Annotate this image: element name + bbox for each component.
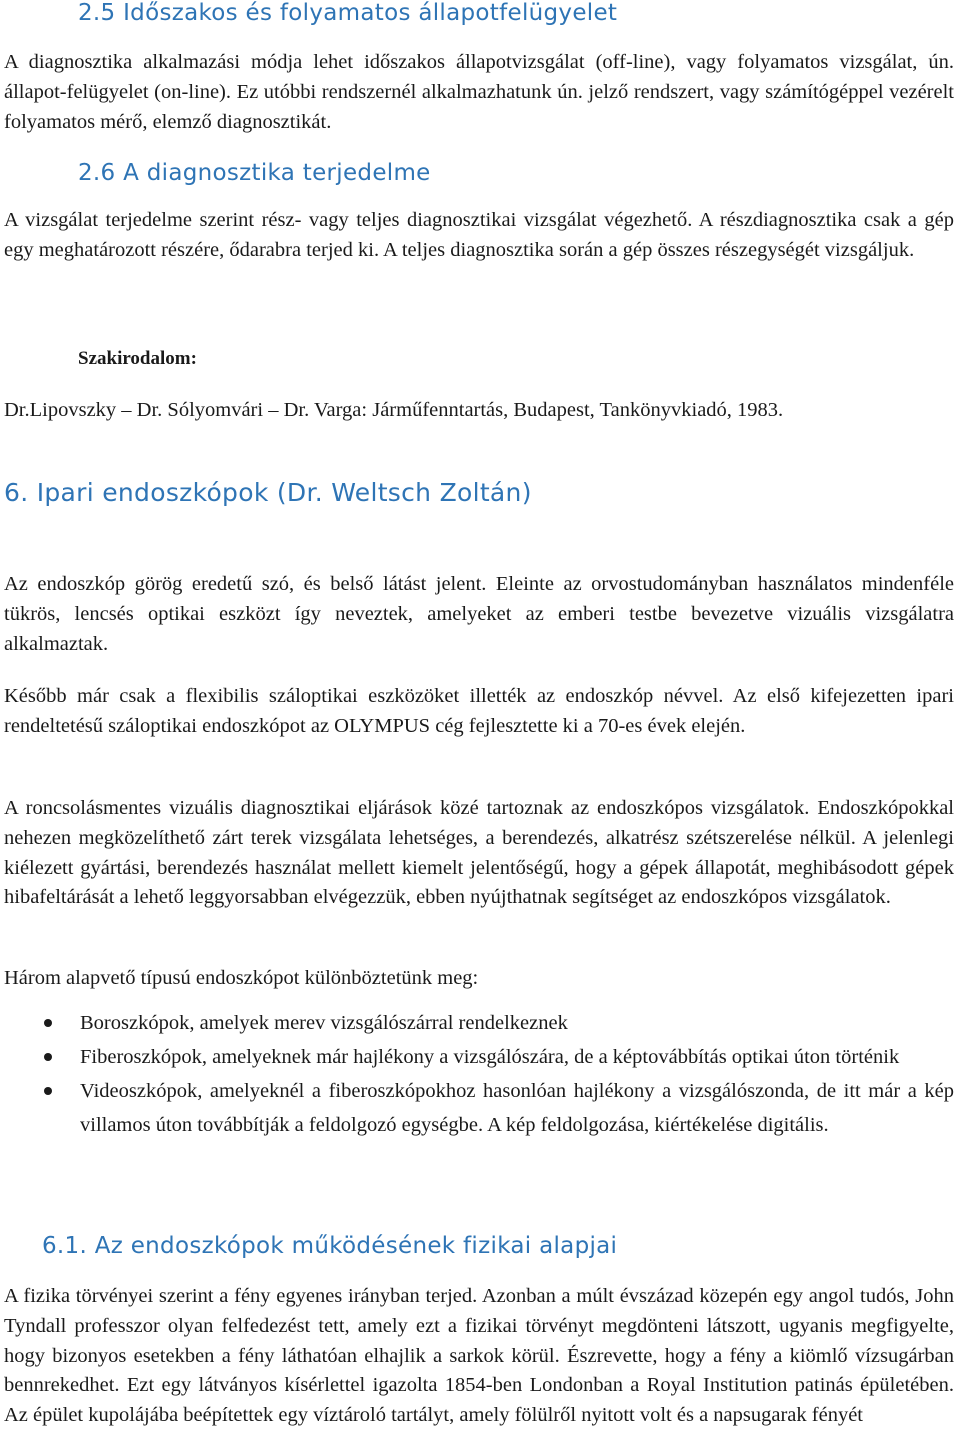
chapter-6-paragraph-2: Később már csak a flexibilis száloptikai eszközöket illették az endoszkóp névvel. Az első kifejezetten ipari rendeltetésű száloptikai endoszkópot az OLYMPUS cég fejlesztette ki a 70-es évek elején. [4, 685, 954, 737]
bullet-icon [44, 1087, 52, 1095]
list-item [0, 1040, 954, 1074]
chapter-6-paragraph-3: A roncsolásmentes vizuális diagnosztikai eljárások közé tartoznak az endoszkópos vizsgálatok. Endoszkópokkal nehezen megközelíthető zárt terek vizsgálata lehetséges, a berendezés, alkatrész szétszerelése nélkül. A jelenlegi kiélezett gyártási, berendezés használat mellett kiemelt jelentőségű, hogy a gépek állapotát, meghibásodott gépek hibafeltárását a lehető leggyorsabban elvégezzük, ebben nyújthatnak segítséget az endoszkópos vizsgálatok. [4, 797, 954, 909]
section-2-5-paragraph: A diagnosztika alkalmazási módja lehet időszakos állapotvizsgálat (off-line), vagy folyamatos vizsgálat, ún. állapot-felügyelet (on-line). Ez utóbbi rendszernél alkalmazhatunk ún. jelző rendszert, vagy számítógéppel vezérelt folyamatos mérő, elemző diagnosztikát. [4, 51, 954, 133]
chapter-6-paragraph-1: Az endoszkóp görög eredetű szó, és belső látást jelent. Eleinte az orvostudományban használatos mindenféle tükrös, lencsés optikai eszközt így neveztek, amelyeket az emberi testbe bevezetve vizuális vizsgálatra alkalmaztak. [4, 573, 954, 655]
endoscope-types-list [0, 1006, 960, 1142]
references-title: Szakirodalom: [78, 348, 197, 369]
chapter-6-paragraph-4: Három alapvető típusú endoszkópot különböztetünk meg: [4, 967, 479, 989]
section-6-1-paragraph: A fizika törvényei szerint a fény egyenes irányban terjed. Azonban a múlt évszázad közepén egy angol tudós, John Tyndall professzor olyan felfedezést tett, amely ezt a fizikai törvényt megdönteni látszott, ugyanis megfigyelte, hogy bizonyos esetekben a fény láthatóan elhajlik a sarkok körül. Észrevette, hogy a fény a kiömlő vízsugárban bennrekedhet. Ezt egy látványos kísérlettel igazolta 1854-ben Londonban a Royal Institution patinás épületében. Az épület kupolájába beépítettek egy víztároló tartályt, amely fölülről nyitott volt és a napsugarak fényét [4, 1285, 954, 1427]
list-item-text: Fiberoszkópok, amelyeknek már hajlékony a vizsgálószára, de a képtovábbítás optikai úton történik [80, 1046, 900, 1068]
section-heading-6-1: 6.1. Az endoszkópok működésének fizikai alapjai [42, 1233, 618, 1259]
reference-entry: Dr.Lipovszky – Dr. Sólyomvári – Dr. Varga: Járműfenntartás, Budapest, Tankönyvkiadó, 1983. [4, 399, 784, 421]
list-item-text: Videoszkópok, amelyeknél a fiberoszkópokhoz hasonlóan hajlékony a vizsgálószonda, de itt már a kép villamos úton továbbítják a feldolgozó egységbe. A kép feldolgozása, kiértékelése digitális. [80, 1080, 954, 1136]
bullet-icon [44, 1019, 52, 1027]
chapter-heading-6: 6. Ipari endoszkópok (Dr. Weltsch Zoltán) [4, 478, 532, 507]
list-item-text: Boroszkópok, amelyek merev vizsgálószárral rendelkeznek [80, 1012, 568, 1034]
list-item [0, 1006, 954, 1040]
section-heading-2-5: 2.5 Időszakos és folyamatos állapotfelügyelet [78, 0, 618, 26]
section-heading-2-6: 2.6 A diagnosztika terjedelme [78, 160, 431, 186]
bullet-icon [44, 1053, 52, 1061]
list-item [0, 1074, 954, 1142]
section-2-6-paragraph: A vizsgálat terjedelme szerint rész- vagy teljes diagnosztikai vizsgálat végezhető. A részdiagnosztika csak a gép egy meghatározott részére, ődarabra terjed ki. A teljes diagnosztika során a gép összes részegységét vizsgáljuk. [4, 209, 954, 261]
